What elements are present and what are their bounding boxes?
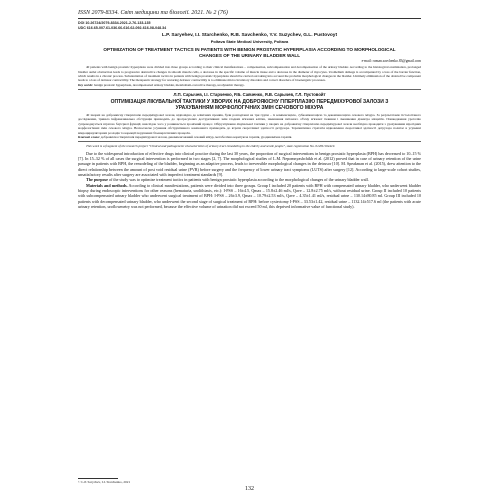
keywords-uk bbox=[78, 135, 421, 139]
body-paragraph-methods bbox=[78, 183, 421, 209]
keywords-en bbox=[78, 83, 421, 87]
body-paragraph-intro: Due to the widespread introduction of effective drugs into clinical practice during the last 30 years, the proportion of surgical interventions in benign prostatic hyperplasia (BPH) has decreased to 10–15 % [7]. In 15–32 % of all cases the surgical intervention is performed in two stages [2, 7]. The morphological studies of L.M. Nepomnyashchikh et al. (2012) proved that in case of urinary retention of the urine passage in patients with BPH, the remodeling of the bladder, beginning as an adaptive process, leads to irreversible morphological changes in the detrusor [10]. M. Speakman et al. (2015), drew attention to the direct relationship between the amount of post void residual urine (PVR) before surgery and the frequency of lower urinary tract symptoms (LUTS) after surgery [12]. According to large-scale cohort studies, unsatisfactory results after surgery are associated with imperfect treatment standards [9]. bbox=[78, 150, 421, 178]
abstract-en: 40 patients with benign prostatic hyperplasia were divided into three groups according to their clinical manifestations – compensation, subcompensation and decompensation of the urinary bladder. According to the histological examination, prolonged bladder outlet obstruction leads to progressive destructive changes in smooth muscle cells, a decrease in the specific volume of muscle tissue and a decrease in the diameter of myocytes. Urothelium damage is accompanied by a loss of the barrier function, which results in a chronic process. Substantiation of treatment tactics in patients with benign prostatic hyperplasia should be carried out taking into account the probable morphological changes in the bladder. Untimely elimination of the obstructive component leads to a loss of detrusor contractility. The therapeutic strategy for restoring detrusor contractility is to eliminate microcirculatory disorders and correct disorders of bioenergetic processes. bbox=[78, 65, 421, 83]
doi-line: DOI 10.26724/2079-8334-2021-2-76-133-135 bbox=[78, 21, 151, 25]
keywords-en-label: Key words: bbox=[78, 82, 94, 87]
keywords-uk-text: доброякісна гіперплазія передміхурової залози, декомпенсований сечовий міхур, метаболічна коригуюча терапія, уродинамічна терапія. bbox=[100, 135, 293, 140]
authors-uk: Л.П. Сарычев, І.І. Старченко, Р.Б. Савченко, Я.В. Сарычев, Г.Л. Пустовойт bbox=[173, 92, 326, 98]
methods-text: According to clinical manifestations, patients were divided into three groups. Group I included 20 patients with BPH with compensated urinary bladder, who underwent bladder biopsy during endoscopic interventions for other reasons (hematuria, urolithiasis, etc.): I-PSS – 16±4.5, Qmax – 15.8±2.46 ml/s, Qave – 12.8±2.75 ml/s, without residual urine. Group II included 10 patients with subcompensated urinary bladder who underwent surgical treatment of BPH: I-PSS – 26±3.9, Qmax – 10.79±2.53 ml/s, Qave – 4.35±1.41 ml/s, residual urine – 130.14±80.85 ml. Group III included 10 patients with decompensated urinary bladder, who underwent the second stage of surgical treatment of BPH: before cystectomy I-PSS – 33.53±1.42, residual urine – 1132.14±517.6 ml (the patients with acute urinary retention, uroflowmetry was not performed, because the effective volume of urination did not exceed 50 ml, this deprived informative value of functional study). bbox=[78, 182, 421, 209]
section-divider bbox=[78, 89, 421, 90]
title-uk: ОПТИМІЗАЦІЯ ЛІКУВАЛЬНОЇ ТАКТИКИ У ХВОРИХ НА ДОБРОЯКІСНУ ГІПЕРПЛАЗІЮ ПЕРЕДМІХУРОВОЇ ЗАЛОЗИ З УРАХУВАННЯМ МОРФОЛОГІЧНИХ ЗМІН СЕЧОВОГО МІХУРА bbox=[110, 98, 389, 111]
author-email[interactable]: e-mail: roman.savchenko.83@gmail.com bbox=[361, 59, 421, 64]
purpose-lead: The purpose bbox=[86, 177, 108, 183]
methods-lead: Materials and methods. bbox=[86, 182, 128, 188]
article-page bbox=[78, 10, 421, 494]
affiliation: Poltava State Medical University, Poltava bbox=[210, 39, 289, 44]
abstract-uk: 40 хворих на доброякісну гіперплазію передміхурової залози, відповідно до клінічних проявів, були розподілені на три групи – із компенсацією, субкомпенсацією та декомпенсацією сечового міхура. За результатами гістологічного дослідження, тривала інфравезикальна обструкція призводить до прогресуючих деструктивних змін гладких м'язових клітин, зменшення питомого об'єму м'язової тканини і зменшення діаметра міоцитів. Пошкодження уротелію супроводжується втратою бар'єрної функції, внаслідок чого у розвивається хронічний процес. Обґрунтування лікувальної тактики у хворих на доброякісну гіперплазію передміхурової залози необхідно проводити з урахуванням вірогідних морфологічних змін сечового міхура. Несвоєчасне усунення обструктивного компонента призводить до втрати скоротливої здатності детрузора. Терапевтична стратегія відновлення скоротливої здатності детрузора полягає в усуненні мікроциркуляторних розладів та корекції порушених біоенергетичних процесів. bbox=[78, 113, 421, 135]
title-en: OPTIMIZATION OF TREATMENT TACTICS IN PATIENTS WITH BENIGN PROSTATIC HYPERPLASIA ACCORDING TO MORPHOLOGICAL CHANGES OF THE URINARY BLADDER WALL bbox=[103, 47, 396, 58]
purpose-text: of the study was to optimize treatment tactics in patients with benign prostatic hyperplasia according to the morphological changes of the urinary bladder wall. bbox=[107, 177, 369, 183]
section-divider-2 bbox=[78, 141, 421, 142]
funding-note: This work is a fragment of the research project "Clinical and pathogenetic characteristics of urinary tract remodeling in the elderly and senile people", state registration No. 0120U104419. bbox=[86, 144, 336, 149]
footnote-rule bbox=[78, 478, 118, 479]
journal-header: ISSN 2079-8334. Світ медицини та біології. 2021. № 2 (76) bbox=[78, 10, 228, 16]
header-rule bbox=[78, 18, 421, 19]
keywords-uk-label: Ключові слова: bbox=[78, 135, 100, 140]
authors-en: L.P. Saryehev, I.I. Starchenko, R.B. Savchenko, Y.V. Suzychev, G.L. Pustovoyt bbox=[161, 33, 338, 38]
copyright-note: © L.P. Sarychev, I.I. Starchenko, 2021 bbox=[78, 480, 131, 484]
keywords-en-text: benign prostatic hyperplasia, decompensated urinary bladder, metabolism-corrective therapy, urodynamic therapy. bbox=[93, 82, 245, 87]
page-number: 132 bbox=[245, 486, 254, 492]
udc-line: UDC 616.65-007.61-036.66-616.62-092-616-08-048.34 bbox=[78, 26, 167, 30]
